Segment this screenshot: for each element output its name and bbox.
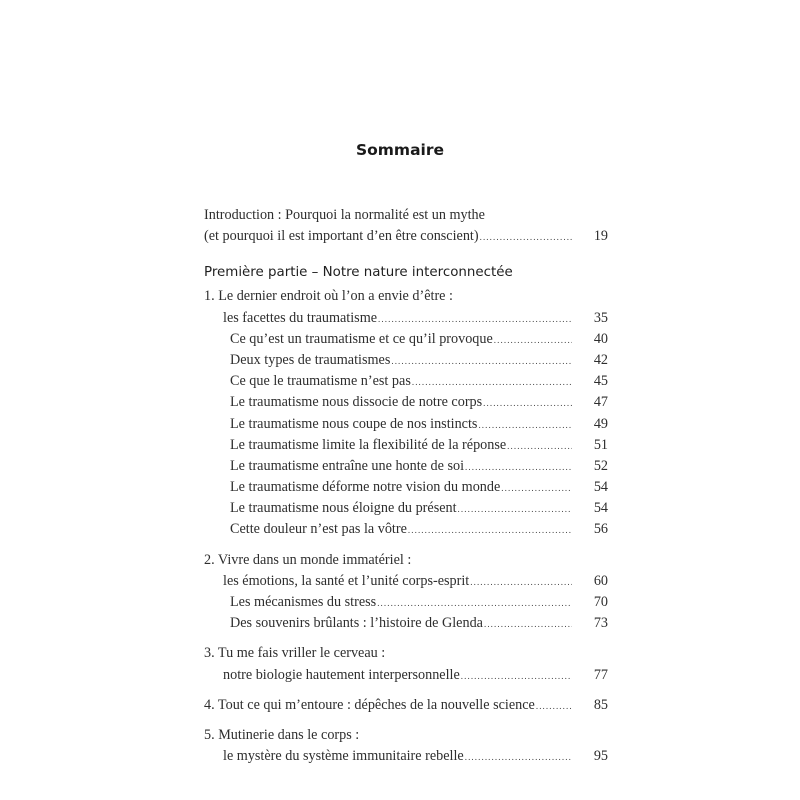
dot-leader — [412, 372, 572, 393]
toc-entry-heading — [204, 205, 608, 226]
toc-section[interactable] — [204, 371, 608, 392]
toc-page-number: 45 — [593, 373, 608, 390]
toc-page-number: 77 — [593, 666, 608, 683]
part-heading: Première partie – Notre nature interconnectée — [204, 265, 513, 281]
dot-leader — [377, 593, 572, 614]
toc-page-number: 95 — [593, 748, 608, 765]
toc-page-number: 19 — [593, 228, 608, 245]
dot-leader — [501, 478, 572, 499]
toc-page-number: 51 — [593, 436, 608, 453]
toc-section-label: Ce qu’est un traumatisme et ce qu’il provoque — [230, 330, 493, 347]
toc-section[interactable] — [204, 498, 608, 519]
dot-leader — [461, 666, 572, 687]
toc-page-number: 54 — [593, 479, 608, 496]
toc-section[interactable] — [204, 329, 608, 350]
toc-page-number: 52 — [593, 457, 608, 474]
toc-entry[interactable] — [204, 226, 608, 247]
toc-chapter — [204, 286, 608, 540]
page-title: Sommaire — [355, 141, 445, 159]
toc-chapter — [204, 695, 608, 716]
toc-section-label: Le traumatisme nous dissocie de notre corps — [230, 394, 483, 411]
dot-leader — [536, 696, 572, 717]
toc-section-label: Le traumatisme entraîne une honte de soi — [230, 457, 465, 474]
toc-section-label: Ce que le traumatisme n’est pas — [230, 373, 411, 390]
toc-entry[interactable] — [204, 746, 608, 767]
dot-leader — [458, 499, 572, 520]
dot-leader — [478, 415, 572, 436]
toc-page-number: 49 — [593, 415, 608, 432]
dot-leader — [465, 747, 572, 768]
dot-leader — [507, 436, 572, 457]
toc-section[interactable] — [204, 414, 608, 435]
dot-leader — [378, 309, 572, 330]
toc-section[interactable] — [204, 456, 608, 477]
toc-entry[interactable] — [204, 571, 608, 592]
toc-chapter-heading — [204, 725, 608, 746]
toc-page-number: 70 — [593, 594, 608, 610]
toc-introduction — [204, 205, 608, 247]
toc-page-number: 56 — [593, 521, 608, 538]
toc-section-label: Cette douleur n’est pas la vôtre — [230, 521, 407, 538]
toc-chapter — [204, 550, 608, 635]
toc-chapter-heading — [204, 550, 608, 571]
toc-section[interactable] — [204, 350, 608, 371]
dot-leader — [465, 457, 572, 478]
toc-page-number: 60 — [593, 572, 608, 589]
toc-section-label: Le traumatisme nous éloigne du présent — [230, 500, 457, 517]
toc-page-number: 54 — [593, 500, 608, 517]
toc-chapter-heading — [204, 286, 608, 307]
toc-chapter-title: 5. Mutinerie dans le corps : — [204, 726, 360, 743]
toc-entry[interactable] — [204, 665, 608, 686]
dot-leader — [483, 393, 572, 414]
toc-section[interactable] — [204, 392, 608, 413]
dot-leader — [470, 572, 572, 593]
toc-chapter-subtitle: les facettes du traumatisme — [223, 309, 378, 326]
toc-section-label: Des souvenirs brûlants : l’histoire de Glenda — [230, 615, 483, 632]
dot-leader — [408, 520, 572, 541]
toc-section[interactable] — [204, 613, 608, 634]
dot-leader — [494, 330, 572, 351]
toc-entry-label: (et pourquoi il est important d’en être conscient) — [204, 228, 479, 245]
dot-leader — [480, 227, 572, 248]
toc-section-label: Deux types de traumatismes — [230, 351, 391, 368]
toc-page-number: 42 — [593, 351, 608, 368]
dot-leader — [391, 351, 572, 372]
toc-entry[interactable] — [204, 308, 608, 329]
toc-page-number: 35 — [593, 309, 608, 326]
toc-entry-label: Introduction : Pourquoi la normalité est un mythe — [204, 207, 485, 223]
toc-chapter — [204, 643, 608, 685]
toc-chapter-title: 2. Vivre dans un monde immatériel : — [204, 551, 412, 568]
table-of-contents — [204, 205, 608, 776]
toc-chapter-title: 4. Tout ce qui m’entoure : dépêches de la nouvelle science — [204, 696, 535, 713]
toc-section-label: Le traumatisme limite la flexibilité de la réponse — [230, 436, 507, 453]
toc-section[interactable] — [204, 477, 608, 498]
toc-chapter-subtitle: le mystère du système immunitaire rebelle — [223, 748, 464, 765]
toc-entry[interactable] — [204, 695, 608, 716]
toc-section-label: Le traumatisme déforme notre vision du monde — [230, 479, 501, 496]
toc-section[interactable] — [204, 592, 608, 613]
toc-page-number: 73 — [593, 615, 608, 632]
toc-chapter-subtitle: notre biologie hautement interpersonnelle — [223, 666, 460, 683]
toc-section[interactable] — [204, 435, 608, 456]
toc-page-number: 40 — [593, 330, 608, 347]
toc-page-number: 85 — [593, 696, 608, 713]
toc-chapter-title: 1. Le dernier endroit où l’on a envie d’être : — [204, 288, 453, 305]
toc-section[interactable] — [204, 519, 608, 540]
toc-chapter-subtitle: les émotions, la santé et l’unité corps-esprit — [223, 572, 470, 589]
toc-page-number: 47 — [593, 394, 608, 411]
toc-section-label: Les mécanismes du stress — [230, 594, 377, 610]
toc-chapter — [204, 725, 608, 767]
toc-chapter-heading — [204, 643, 608, 664]
toc-section-label: Le traumatisme nous coupe de nos instincts — [230, 415, 478, 432]
toc-chapter-title: 3. Tu me fais vriller le cerveau : — [204, 645, 386, 662]
dot-leader — [484, 614, 572, 635]
